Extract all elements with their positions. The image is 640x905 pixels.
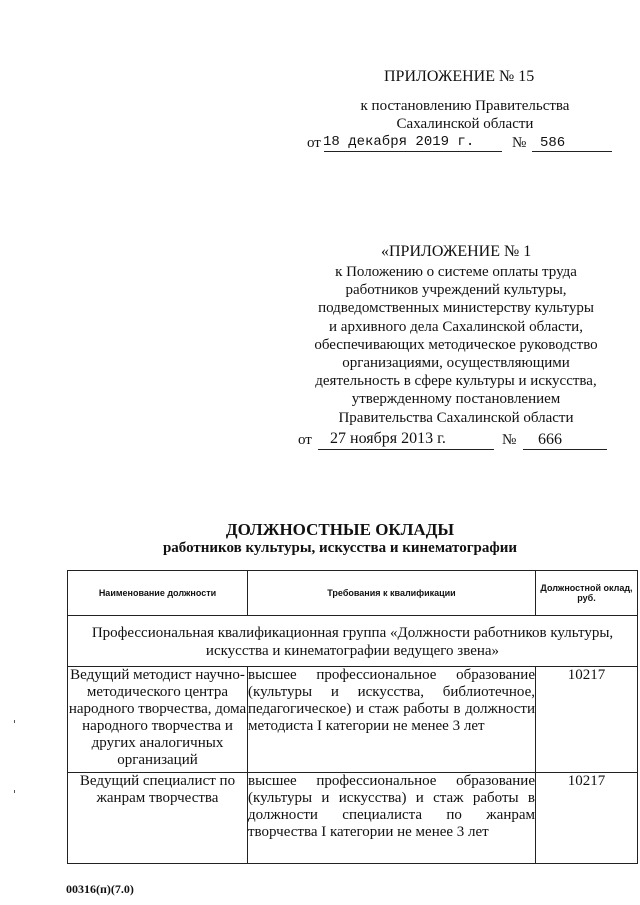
appendix-15-line2: Сахалинской области <box>396 116 534 132</box>
table-header-row <box>68 571 638 616</box>
scan-mark <box>14 720 15 723</box>
table-group-row <box>68 616 638 667</box>
appendix-1-line: организациями, осуществляющими <box>342 355 570 372</box>
appendix-1-text <box>296 263 616 427</box>
table-row <box>68 667 638 773</box>
appendix-1-line: работников учреждений культуры, <box>345 282 567 299</box>
appendix-15-date-prefix: от <box>307 135 321 151</box>
document-subtitle: работников культуры, искусства и кинематографии <box>162 540 518 556</box>
appendix-15-number: 586 <box>540 135 566 151</box>
cell-salary: 10217 <box>536 773 638 864</box>
cell-salary: 10217 <box>536 667 638 773</box>
document-title: ДОЛЖНОСТНЫЕ ОКЛАДЫ <box>225 520 455 539</box>
appendix-1-number-underline <box>523 432 607 450</box>
cell-requirements: высшее профессиональное образование (культуры и искусства) и стаж работы в должности специалиста по жанрам творчества I категории не менее 3 лет <box>248 773 536 864</box>
cell-position: Ведущий методист научно-методического центра народного творчества, дома народного творчества и других аналогичных организаций <box>68 667 248 773</box>
salary-table <box>67 570 638 864</box>
appendix-1-line: обеспечивающих методическое руководство <box>314 336 598 353</box>
table-row <box>68 773 638 864</box>
appendix-15-date: 18 декабря 2019 г. <box>323 134 475 150</box>
cell-position: Ведущий специалист по жанрам творчества <box>68 773 248 864</box>
appendix-1-line: подведомственных министерству культуры <box>318 300 594 317</box>
appendix-1-line: деятельность в сфере культуры и искусства, <box>315 373 597 390</box>
appendix-15-line1: к постановлению Правительства <box>360 98 570 114</box>
appendix-1-line: и архивного дела Сахалинской области, <box>329 318 583 335</box>
appendix-1-title: «ПРИЛОЖЕНИЕ № 1 <box>381 243 532 260</box>
scan-mark <box>14 790 15 793</box>
appendix-1-line: к Положению о системе оплаты труда <box>335 264 577 280</box>
footer-code: 00316(п)(7.0) <box>66 882 134 896</box>
appendix-15-number-prefix: № <box>512 135 527 151</box>
cell-requirements: высшее профессиональное образование (культуры и искусства, библиотечное, педагогическое) и стаж работы в должности методиста I категории не менее 3 лет <box>248 667 536 773</box>
appendix-1-date-prefix: от <box>298 432 312 448</box>
appendix-1-date: 27 ноября 2013 г. <box>330 430 446 447</box>
appendix-1-number: 666 <box>538 431 562 448</box>
header-salary: Должностной оклад, руб. <box>536 571 638 616</box>
header-requirements: Требования к квалификации <box>248 571 536 616</box>
appendix-1-line: утвержденному постановлением <box>351 391 561 408</box>
appendix-1-line: Правительства Сахалинской области <box>338 409 574 426</box>
group-title: Профессиональная квалификационная группа «Должности работников культуры, искусства и кинематографии ведущего звена» <box>68 616 638 667</box>
appendix-15-title: ПРИЛОЖЕНИЕ № 15 <box>384 68 535 85</box>
header-position: Наименование должности <box>68 571 248 616</box>
appendix-1-number-prefix: № <box>502 432 517 448</box>
